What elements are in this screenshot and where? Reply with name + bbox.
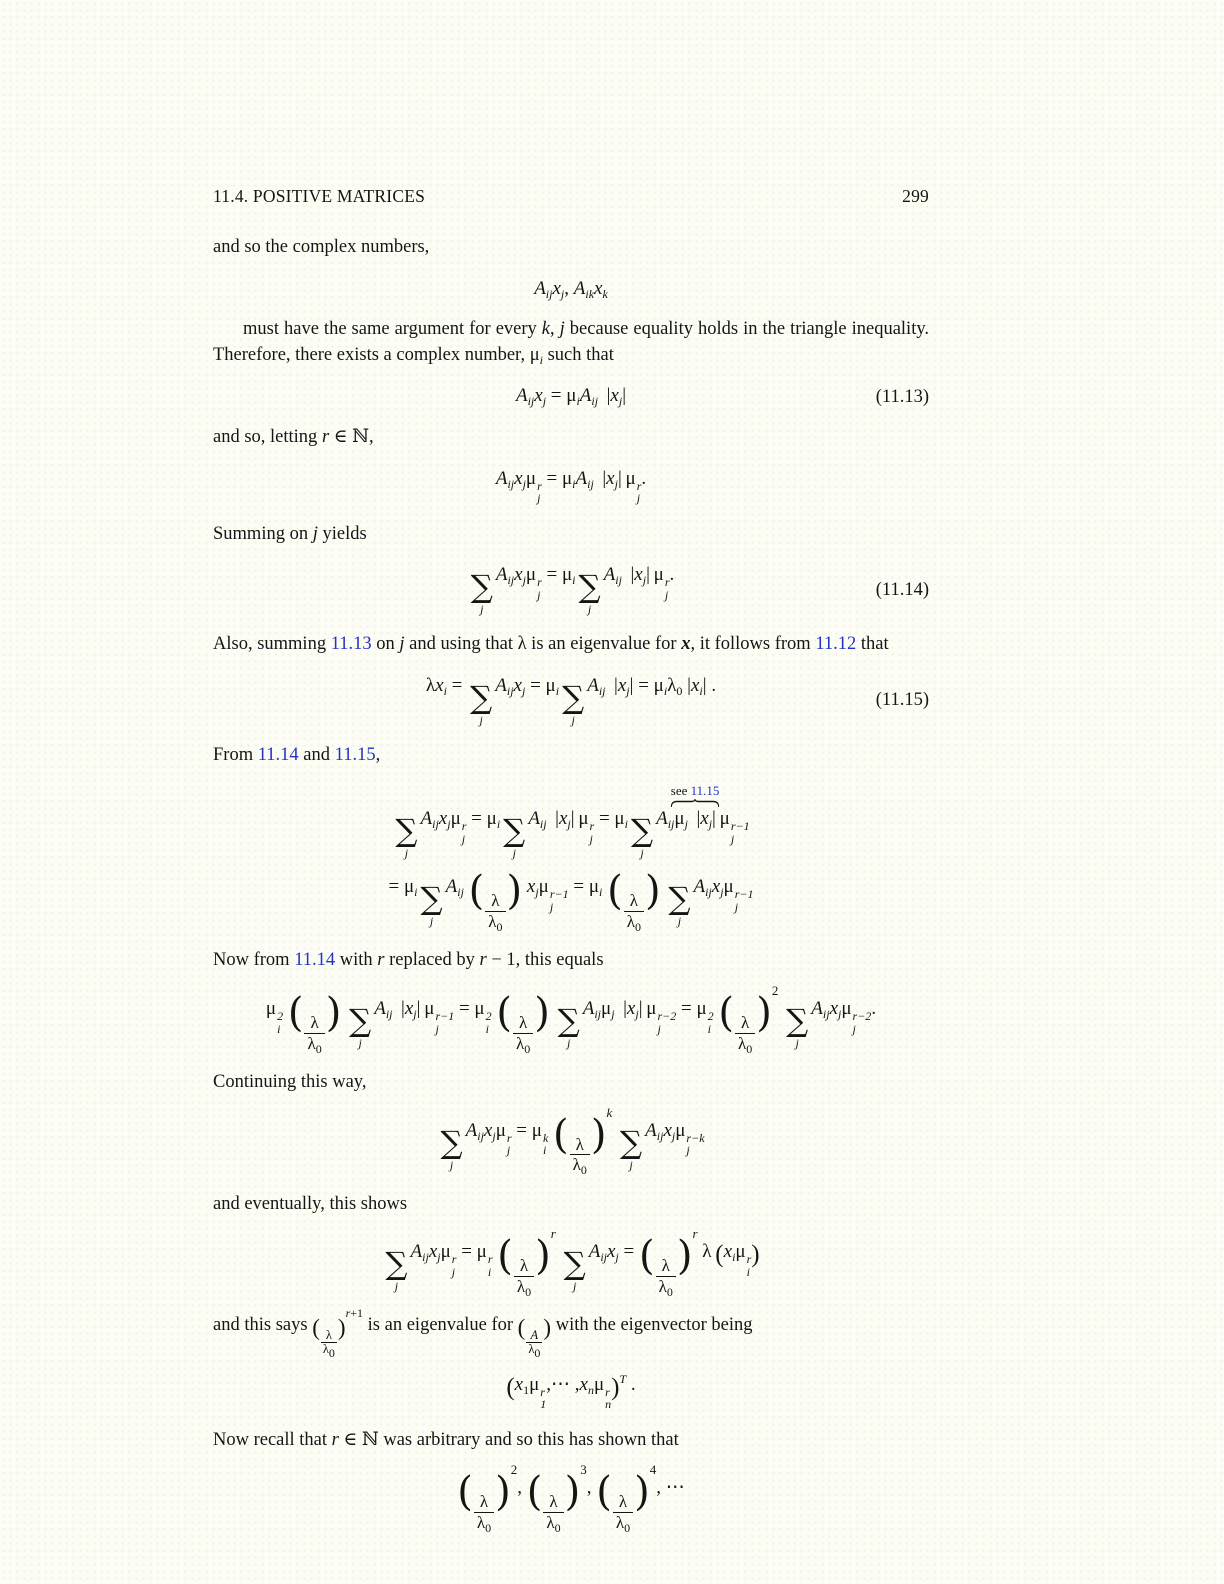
equation-math: $\lambda x_i$ = ∑ j $A_{ij}x_j = \mu_i$ ∑ j $A_{ij}$ $|x_j| = \mu_i\lambda_0$ $|x_i|$ . (425, 674, 717, 727)
equation-tag: (11.14) (875, 579, 929, 600)
summation-symbol: ∑ (349, 1003, 372, 1039)
display-equation (213, 1462, 929, 1535)
display-equation (213, 468, 929, 505)
equation-math: ($x_1\mu$ r 1 ,⋯ $,x_n\mu$ r n )$^T$ . (506, 1371, 636, 1412)
equation-ref-link[interactable]: 11.14 (294, 950, 336, 971)
paragraph: Also, summing 11.13 on j and using that λ is an eigenvalue for x, it follows from 11.12 that (213, 634, 889, 655)
overbrace-icon (671, 799, 720, 807)
equation-tag: (11.15) (875, 690, 929, 711)
display-equation (213, 783, 929, 861)
paragraph: must have the same argument for every k, j because equality holds in the triangle inequality. Therefore, there exists a complex number, $\mu_i$ such that (213, 319, 930, 367)
summation-symbol: ∑ (562, 679, 585, 716)
page-content (213, 186, 929, 1549)
page-number: 299 (902, 186, 929, 206)
equation-ref-link[interactable]: 11.13 (330, 634, 372, 655)
paragraph: and so, letting r ∈ ℕ, (213, 427, 374, 448)
section-title: 11.4. POSITIVE MATRICES (213, 186, 426, 206)
equation-math: = $\mu_i$ ∑ j $A_{ij}$ ( $\frac{\lambda}{\lambda_0}$ ) $x_j\mu$ r−1 j = $\mu_i$ ( $\frac{\lambda}{\lambda_0}$ ) ∑ j $A_{ij}x_j\mu$ r−1 j (388, 868, 754, 934)
summation-symbol: ∑ (620, 1124, 643, 1161)
summation-symbol: ∑ (440, 1124, 463, 1161)
equation-tag: (11.13) (875, 386, 929, 407)
paragraph: and this says ( $\frac{\lambda}{\lambda_0}$ )$^{r+1}$ is an eigenvalue for ( $\frac{A}{\lambda_0}$ ) with the eigenvector being (213, 1306, 753, 1361)
summation-symbol: ∑ (563, 1246, 586, 1283)
display-equation (213, 278, 929, 301)
paragraph: Now from 11.14 with r replaced by r − 1, this equals (213, 950, 604, 971)
equation-math: $A_{ij}x_j = \mu_iA_{ij}$ $|x_j|$ (515, 385, 627, 409)
display-equation (213, 983, 929, 1056)
summation-symbol: ∑ (395, 813, 418, 850)
display-equation (213, 1371, 929, 1412)
summation-symbol: ∑ (385, 1246, 408, 1283)
summation-symbol: ∑ (503, 813, 526, 850)
paragraph: and so the complex numbers, (213, 237, 430, 257)
equation-math: ( $\frac{\lambda}{\lambda_0}$ )$^2$, ( $\frac{\lambda}{\lambda_0}$ )$^3$, ( $\frac{\lambda}{\lambda_0}$ )$^4$, ⋯ (457, 1462, 685, 1535)
display-equation (213, 675, 929, 726)
paragraph: Summing on j yields (213, 523, 367, 544)
equation-math: μ 2 i ( $\frac{\lambda}{\lambda_0}$ ) ∑ j $A_{ij}$ $|x_j|$ μ r−1 j = μ 2 i ( $\frac{\lambda}{\lambda_0}$ ) ∑ j $A_{ij}\mu_j$ $|x_j|$ μ r−2 j = μ 2 i ( $\frac{\lambda}{\lambda_0}$ )$^2$ ∑ j $A_{ij}x_j\mu$ r−2 j . (265, 983, 877, 1056)
paragraph: Now recall that r ∈ ℕ was arbitrary and so this has shown that (213, 1429, 679, 1450)
summation-symbol: ∑ (578, 569, 601, 606)
page-body (213, 235, 930, 1535)
display-equation (213, 1226, 929, 1299)
equation-math: $A_{ij}x_j$, $A_{ik}x_k$ (534, 277, 608, 301)
summation-symbol: ∑ (557, 1003, 580, 1039)
paragraph: and eventually, this shows (213, 1193, 408, 1214)
display-equation (213, 1104, 929, 1178)
summation-symbol: ∑ (668, 881, 691, 918)
equation-ref-link[interactable]: 11.15 (334, 744, 376, 765)
equation-ref-link[interactable]: 11.14 (257, 744, 299, 765)
equation-math: ∑ j $A_{ij}x_j\mu$ r j = μ k i ( $\frac{\lambda}{\lambda_0}$ )$^k$ ∑ j $A_{ij}x_j\mu$ r−k j (440, 1104, 705, 1178)
equation-math: ∑ j $A_{ij}x_j\mu$ r j = μ r i ( $\frac{\lambda}{\lambda_0}$ )$^r$ ∑ j $A_{ij}x_j$ = ( $\frac{\lambda}{\lambda_0}$ )$^r$ λ ($x_i\mu$ r i ) (385, 1226, 760, 1299)
display-equation (213, 868, 929, 934)
display-equation (213, 564, 929, 615)
summation-symbol: ∑ (470, 569, 493, 606)
summation-symbol: ∑ (420, 881, 443, 918)
equation-math: ∑ j $A_{ij}x_j\mu$ r j = $\mu_i$ ∑ j $A_{ij}$ $|x_j|$ μ r j = $\mu_i$ ∑ j $A_{ij}$ see 11.15 $\mu_j$ $|x_j|$ μ r−1 j (395, 783, 750, 861)
summation-symbol: ∑ (786, 1003, 809, 1039)
summation-symbol: ∑ (630, 813, 654, 850)
summation-symbol: ∑ (470, 679, 493, 716)
equation-math: ∑ j $A_{ij}x_j\mu$ r j = $\mu_i$ ∑ j $A_{ij}$ $|x_j|$ μ r j . (470, 564, 675, 617)
paragraph: Continuing this way, (213, 1072, 367, 1093)
page-header (213, 186, 929, 207)
paragraph: From 11.14 and 11.15, (213, 744, 381, 765)
equation-ref-link[interactable]: 11.12 (815, 634, 857, 655)
equation-math: $A_{ij}x_j\mu$ r j = $\mu_iA_{ij}$ $|x_j|$ μ r j . (495, 467, 647, 506)
equation-ref-link[interactable]: 11.15 (690, 783, 720, 799)
display-equation (213, 385, 929, 408)
